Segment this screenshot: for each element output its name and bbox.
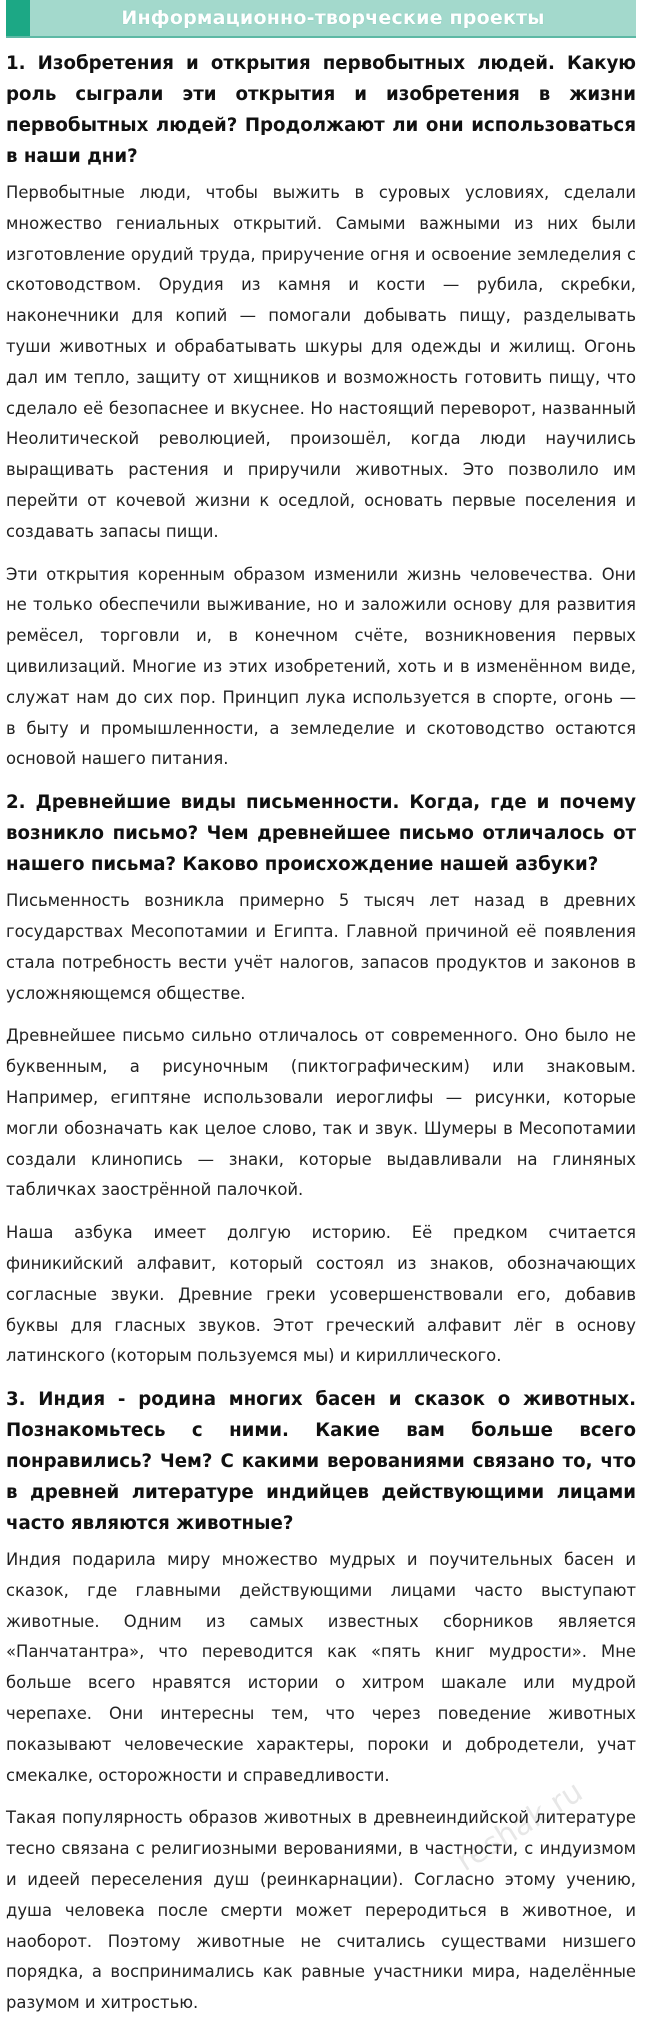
section-3 <box>6 1384 636 2019</box>
question-3: 3. Индия - родина многих басен и сказок о животных. Познакомьтесь с ними. Какие вам больше всего понравились? Чем? С какими верованиями связано то, что в древней литературе индийцев действующими лицами часто являются животные? <box>6 1389 636 1535</box>
question-2: 2. Древнейшие виды письменности. Когда, где и почему возникло письмо? Чем древнейшее письмо отличалось от нашего письма? Каково происхождение нашей азбуки? <box>6 792 636 876</box>
section-banner <box>6 0 636 38</box>
answer-2-paragraph-1: Письменность возникла примерно 5 тысяч лет назад в древних государствах Месопотамии и Египта. Главной причиной её появления стала потребность вести учёт налогов, запасов продуктов и законов в усложняющемся обществе. <box>6 891 636 1003</box>
section-1 <box>6 48 636 775</box>
answer-3-paragraph-1: Индия подарила миру множество мудрых и поучительных басен и сказок, где главными действующими лицами часто выступают животные. Одним из самых известных сборников является «Панчатантра», что переводится как «пять книг мудрости». Мне больше всего нравятся истории о хитром шакале или мудрой черепахе. Они интересны тем, что через поведение животных показывают человеческие характеры, пороки и добродетели, учат смекалке, осторожности и справедливости. <box>6 1550 636 1785</box>
answer-3-paragraph-2: Такая популярность образов животных в древнеиндийской литературе тесно связана с религиозными верованиями, в частности, с индуизмом и идеей переселения душ (реинкарнации). Согласно этому учению, душа человека после смерти может переродиться в животное, и наоборот. Поэтому животные не считались существами низшего порядка, а воспринимались как равные участники мира, наделённые разумом и хитростью. <box>6 1808 636 2013</box>
answer-1-paragraph-2: Эти открытия коренным образом изменили жизнь человечества. Они не только обеспечили выживание, но и заложили основу для развития ремёсел, торговли и, в конечном счёте, возникновения первых цивилизаций. Многие из этих изобретений, хоть и в изменённом виде, служат нам до сих пор. Принцип лука используется в спорте, огонь — в быту и промышленности, а земледелие и скотоводство остаются основой нашего питания. <box>6 564 636 769</box>
answer-2-paragraph-3: Наша азбука имеет долгую историю. Её предком считается финикийский алфавит, который состоял из знаков, обозначающих согласные звуки. Древние греки усовершенствовали его, добавив буквы для гласных звуков. Этот греческий алфавит лёг в основу латинского (которым пользуемся мы) и кириллического. <box>6 1223 636 1366</box>
question-1: 1. Изобретения и открытия первобытных людей. Какую роль сыграли эти открытия и изобретения в жизни первобытных людей? Продолжают ли они использоваться в наши дни? <box>6 53 636 167</box>
banner-accent-block <box>6 0 30 36</box>
section-2 <box>6 787 636 1372</box>
watermark: reshak.ru <box>450 1774 589 1879</box>
banner-title: Информационно-творческие проекты <box>121 7 545 29</box>
answer-1-paragraph-1: Первобытные люди, чтобы выжить в суровых условиях, сделали множество гениальных открытий. Самыми важными из них были изготовление орудий труда, приручение огня и освоение земледелия с скотоводством. Орудия из камня и кости — рубила, скребки, наконечники для копий — помогали добывать пищу, разделывать туши животных и обрабатывать шкуры для одежды и жилищ. Огонь дал им тепло, защиту от хищников и возможность готовить пищу, что сделало её безопаснее и вкуснее. Но настоящий переворот, названный Неолитической революцией, произошёл, когда люди научились выращивать растения и приручили животных. Это позволило им перейти от кочевой жизни к оседлой, основать первые поселения и создавать запасы пищи. <box>6 183 636 541</box>
answer-2-paragraph-2: Древнейшее письмо сильно отличалось от современного. Оно было не буквенным, а рисуночным (пиктографическим) или знаковым. Например, египтяне использовали иероглифы — рисунки, которые могли обозначать как целое слово, так и звук. Шумеры в Месопотамии создали клинопись — знаки, которые выдавливали на глиняных табличках заострённой палочкой. <box>6 1026 636 1200</box>
